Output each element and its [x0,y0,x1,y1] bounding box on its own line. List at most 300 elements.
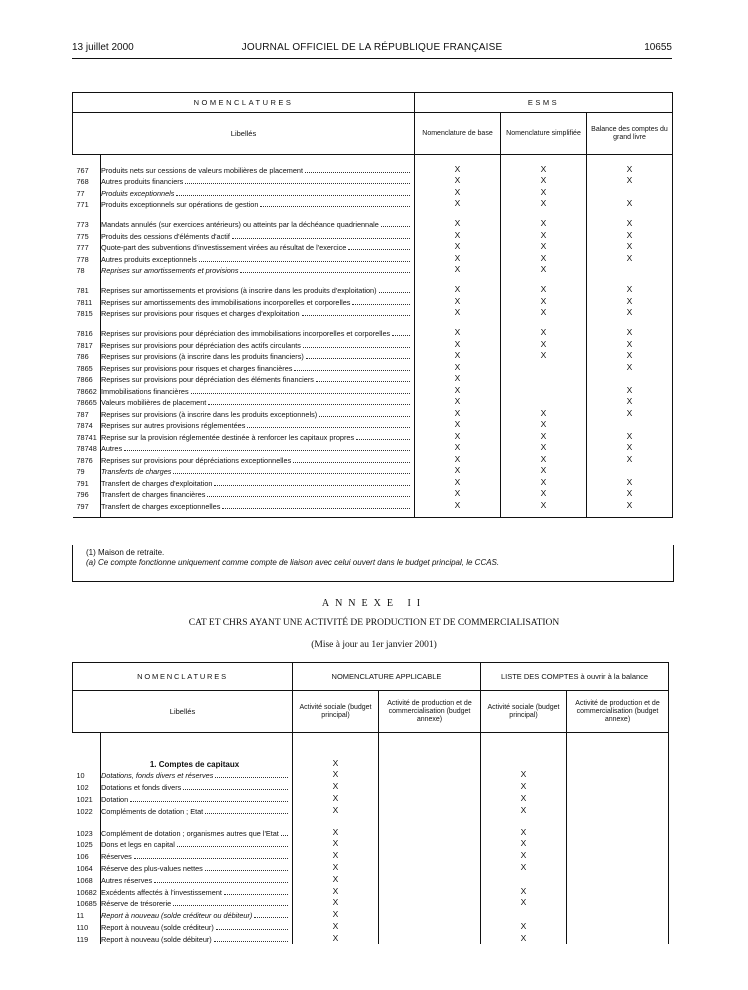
row-mark-c2 [379,849,481,861]
table-row [73,476,673,488]
row-label-text: Réserve des plus-values nettes [101,864,203,874]
row-label [101,442,415,454]
section-heading: 1. Comptes de capitaux [149,759,240,769]
row-label-text: Transfert de charges d'exploitation [101,478,213,488]
row-code: 110 [76,923,89,933]
table-header-nomenclatures: NOMENCLATURES [73,93,415,113]
row-mark-c1: X [293,804,379,816]
row-label [101,338,415,350]
row-mark-c2: X [501,453,587,465]
table-row [73,897,669,909]
row-mark-c3: X [587,295,673,307]
row-mark-c2: X [501,338,587,350]
table-row [73,465,673,477]
row-mark-c1: X [415,307,501,319]
row-code: 78665 [76,398,97,407]
table-row [73,885,669,897]
leader-dots [348,249,410,250]
row-code: 78741 [76,432,97,442]
row-mark-c2 [379,780,481,792]
table-row [73,229,673,241]
row-code: 119 [76,934,89,944]
row-mark-c1: X [415,229,501,241]
table2-column-libelles: Libellés [73,691,293,733]
row-code: 797 [76,501,89,511]
table-notes [72,548,682,568]
row-code: 1025 [76,840,93,850]
leader-dots [177,846,288,847]
row-mark-c1: X [293,908,379,920]
table-row [73,373,673,385]
row-label-text: Quote-part des subventions d'investissement virées au résultat de l'exercice [101,243,347,252]
table-row [73,295,673,307]
row-mark-c1: X [415,384,501,396]
row-mark-c1: X [415,318,501,338]
row-mark-c2: X [501,264,587,276]
column-header-nomenclature-simplifiee: Nomenclature simplifiée [501,113,587,155]
header-rule [72,58,672,59]
row-label [101,499,415,511]
page-header [72,42,672,56]
leader-dots [392,335,410,336]
row-label [101,838,293,850]
row-mark-c1: X [293,792,379,804]
row-code: 7866 [76,375,93,384]
row-code: 77 [76,188,85,198]
leader-dots [224,894,288,895]
leader-dots [281,835,288,836]
row-mark-c4 [567,780,669,792]
row-label-text: Transferts de charges [101,467,172,476]
row-code: 11 [76,911,85,921]
row-mark-c1: X [293,885,379,897]
column-header-libelles: Libellés [73,113,415,155]
row-mark-c1: X [293,920,379,932]
row-mark-c3: X [481,849,567,861]
row-code: 771 [76,200,89,209]
row-mark-c1: X [293,769,379,781]
row-mark-c2: X [501,252,587,264]
row-mark-c2: X [501,155,587,175]
row-mark-c1: X [293,816,379,838]
row-label [101,155,415,175]
annex-subtitle: (Mise à jour au 1er janvier 2001) [311,640,437,650]
leader-dots [222,508,410,509]
row-mark-c1: X [415,186,501,198]
row-mark-c3: X [481,804,567,816]
table-row [73,396,673,408]
row-code: 78662 [76,386,97,396]
row-code: 78 [76,266,85,275]
row-mark-c3 [587,264,673,276]
row-label-text: Reprises sur provisions pour dépréciation des éléments financiers [101,375,314,384]
row-mark-c4 [567,885,669,897]
leader-dots [302,315,410,316]
row-mark-c3: X [481,816,567,838]
leader-dots [305,172,410,173]
row-label-text: Reprises sur provisions (à inscrire dans les produits exceptionnels) [101,409,318,419]
row-label-text: Produits exceptionnels sur opérations de gestion [101,200,259,209]
row-label-text: Produits nets sur cessions de valeurs mobilières de placement [101,165,303,175]
row-mark-c4 [567,733,669,769]
row-label [101,229,415,241]
note-a: (a) Ce compte fonctionne uniquement comme compte de liaison avec celui ouvert dans le budget principal, le CCAS. [86,558,500,567]
row-label-text: Report à nouveau (solde créditeur ou débiteur) [101,911,253,921]
row-mark-c3 [587,465,673,477]
leader-dots [232,238,410,239]
leader-dots [214,941,288,942]
table2-column-activite-sociale: Activité sociale (budget principal) [293,691,379,733]
row-mark-c1: X [415,430,501,442]
leader-dots [316,381,410,382]
row-mark-c4 [567,897,669,909]
leader-dots [173,473,410,474]
row-mark-c3 [481,873,567,885]
leader-dots [208,404,410,405]
row-mark-c2: X [501,175,587,187]
table-row [73,873,669,885]
table-row [73,318,673,338]
row-mark-c2 [379,920,481,932]
row-mark-c3 [587,419,673,431]
row-label [101,350,415,362]
leader-dots [199,261,410,262]
row-label [101,849,293,861]
row-mark-c2 [379,816,481,838]
leader-dots [207,496,410,497]
table-row [73,932,669,944]
row-mark-c1: X [415,155,501,175]
table-row [73,838,669,850]
row-code: 777 [76,243,89,252]
row-mark-c2: X [501,209,587,229]
row-mark-c2: X [501,442,587,454]
row-label-text: Reprises sur provisions pour dépréciation des immobilisations incorporelles et corporelles [101,329,391,338]
table-row [73,338,673,350]
row-label-text: Produits exceptionnels [101,188,175,198]
row-mark-c4 [567,804,669,816]
table-row [73,792,669,804]
row-mark-c1: X [415,275,501,295]
leader-dots [294,370,410,371]
journal-title: JOURNAL OFFICIEL DE LA RÉPUBLIQUE FRANÇAISE [241,42,503,53]
row-label [101,307,415,319]
row-label-text: Report à nouveau (solde créditeur) [101,923,214,933]
row-label [101,209,415,229]
row-mark-c4 [567,816,669,838]
leader-dots [379,292,410,293]
row-label-text: Reprises sur provisions pour risques et charges financières [101,363,293,373]
row-label-text: Autres [101,444,123,453]
row-mark-c2 [379,873,481,885]
row-code: 7817 [76,340,93,350]
row-label [101,318,415,338]
table2-header-liste: LISTE DES COMPTES à ouvrir à la balance [481,663,669,691]
row-mark-c2 [379,885,481,897]
row-label-text: Réserves [101,852,132,862]
row-mark-c3: X [481,792,567,804]
row-mark-c3 [587,186,673,198]
row-mark-c1: X [415,453,501,465]
leader-dots [205,813,288,814]
row-mark-c2: X [501,295,587,307]
row-mark-c3 [587,373,673,385]
row-label [101,373,415,385]
row-code: 7816 [76,329,93,338]
row-mark-c3: X [587,175,673,187]
table2-column-activite-production: Activité de production et de commercialisation (budget annexe) [379,691,481,733]
row-label [101,488,415,500]
row-mark-c2: X [501,307,587,319]
table-bottom-border [73,517,673,518]
row-code: 775 [76,231,89,241]
row-mark-c3: X [587,198,673,210]
row-label-text: Mandats annulés (sur exercices antérieurs) ou atteints par la déchéance quadriennale [101,220,379,229]
row-mark-c2: X [501,465,587,477]
row-mark-c3: X [587,384,673,396]
row-label [101,453,415,465]
row-mark-c2 [379,897,481,909]
row-label-text: Complément de dotation ; organismes autres que l'Etat [101,828,279,838]
row-code: 7865 [76,363,93,373]
leader-dots [176,195,410,196]
row-mark-c1: X [293,780,379,792]
table-row [73,209,673,229]
row-label [101,804,293,816]
row-mark-c1: X [293,849,379,861]
row-label [101,861,293,873]
column-header-nomenclature-base: Nomenclature de base [415,113,501,155]
row-mark-c1: X [415,252,501,264]
row-code: 1021 [76,794,93,804]
row-code: 796 [76,490,89,499]
row-mark-c4 [567,838,669,850]
row-mark-c1: X [415,419,501,431]
row-code: 1022 [76,806,93,816]
row-code: 10682 [76,887,97,897]
row-code: 787 [76,409,89,419]
row-label-text: Valeurs mobilières de placement [101,398,207,407]
row-label [101,873,293,885]
row-mark-c1: X [293,897,379,909]
row-label [101,396,415,408]
row-mark-c2 [379,908,481,920]
row-mark-c2: X [501,350,587,362]
row-code: 791 [76,478,89,488]
table-row [73,241,673,253]
row-mark-c2 [501,373,587,385]
column-header-balance: Balance des comptes du grand livre [587,113,673,155]
row-mark-c3: X [481,861,567,873]
row-mark-c3: X [587,350,673,362]
row-label-text: Autres produits financiers [101,177,184,186]
row-label-text: Dons et legs en capital [101,840,175,850]
table2-column-liste-production: Activité de production et de commercialisation (budget annexe) [567,691,669,733]
table-row [73,816,669,838]
table-row [73,442,673,454]
row-mark-c2: X [501,499,587,511]
row-label-text: Dotations et fonds divers [101,783,182,793]
leader-dots [124,450,410,451]
row-label-text: Excédents affectés à l'investissement [101,887,222,897]
row-mark-c2: X [501,229,587,241]
row-code [73,733,101,769]
row-label [101,264,415,276]
row-label [101,361,415,373]
row-label [101,908,293,920]
table2-column-liste-sociale: Activité sociale (budget principal) [481,691,567,733]
leader-dots [240,272,410,273]
row-mark-c3: X [587,488,673,500]
table-row [73,307,673,319]
bottom-border-cell [73,517,673,518]
row-mark-c3: X [587,275,673,295]
table-row [73,419,673,431]
table-row [73,264,673,276]
row-mark-c4 [567,920,669,932]
row-label [101,932,293,944]
row-mark-c3: X [481,920,567,932]
row-label-text: Reprises sur provisions pour dépréciations exceptionnelles [101,455,292,465]
table-row [73,407,673,419]
row-mark-c2 [379,838,481,850]
leader-dots [303,347,410,348]
row-label [101,465,415,477]
row-mark-c2: X [501,407,587,419]
row-mark-c3: X [587,361,673,373]
row-mark-c3 [481,908,567,920]
row-code: 10685 [76,899,97,909]
table-cat-chrs [72,662,669,944]
row-code: 78748 [76,444,97,453]
row-label-text: Reprises sur amortissements des immobilisations incorporelles et corporelles [101,297,351,307]
table-row [73,361,673,373]
row-mark-c3: X [587,430,673,442]
row-label [101,384,415,396]
table-row [73,804,669,816]
leader-dots [205,870,288,871]
leader-dots [319,416,410,417]
table-row [73,198,673,210]
row-code: 773 [76,220,89,229]
row-mark-c2: X [501,419,587,431]
row-code: 106 [76,852,89,862]
table-row [73,155,673,175]
row-mark-c3: X [587,252,673,264]
row-mark-c1: X [293,932,379,944]
row-label [101,407,415,419]
row-label [101,920,293,932]
row-label-text: Reprises sur provisions pour risques et charges d'exploitation [101,309,300,318]
row-mark-c2 [379,792,481,804]
row-mark-c1: X [415,442,501,454]
row-mark-c3: X [587,499,673,511]
leader-dots [154,882,288,883]
table-row [73,252,673,264]
row-mark-c1: X [415,396,501,408]
row-label-text: Reprise sur la provision réglementée destinée à renforcer les capitaux propres [101,432,355,442]
row-label [101,816,293,838]
leader-dots [293,462,410,463]
row-mark-c1: X [415,465,501,477]
row-mark-c3: X [587,338,673,350]
row-code: 778 [76,254,89,264]
row-label [101,897,293,909]
table-row [73,430,673,442]
table-row [73,488,673,500]
row-mark-c3: X [587,453,673,465]
row-mark-c1: X [415,361,501,373]
row-mark-c3: X [481,769,567,781]
row-label [101,430,415,442]
leader-dots [215,777,288,778]
table-row [73,350,673,362]
row-mark-c2: X [501,430,587,442]
row-mark-c2 [379,861,481,873]
annex-heading: ANNEXE II [321,598,427,609]
leader-dots [381,226,410,227]
row-label-text: Transfert de charges exceptionnelles [101,501,221,511]
row-mark-c2 [501,361,587,373]
row-mark-c3: X [481,932,567,944]
row-mark-c4 [567,861,669,873]
row-mark-c1: X [415,338,501,350]
row-mark-c2: X [501,241,587,253]
row-mark-c1: X [415,350,501,362]
row-mark-c3: X [481,838,567,850]
row-mark-c3: X [587,318,673,338]
row-mark-c1: X [415,198,501,210]
table-row [73,769,669,781]
row-mark-c1: X [415,476,501,488]
row-mark-c2 [379,804,481,816]
row-mark-c3: X [587,209,673,229]
row-label-text: Compléments de dotation ; Etat [101,806,204,816]
table-row [73,175,673,187]
row-mark-c1: X [415,488,501,500]
row-mark-c2: X [501,488,587,500]
page-date: 13 juillet 2000 [72,42,134,53]
row-mark-c3 [481,733,567,769]
row-label [101,295,415,307]
row-label-text: Reprises sur autres provisions réglementées [101,421,246,430]
row-code: 79 [76,467,85,476]
row-mark-c2 [501,396,587,408]
row-label-text: Report à nouveau (solde débiteur) [101,934,212,944]
leader-dots [214,485,410,486]
row-label-text: Immobilisations financières [101,386,189,396]
table-row [73,849,669,861]
leader-dots [247,427,410,428]
row-mark-c4 [567,908,669,920]
leader-dots [185,183,410,184]
table-header-esms: ESMS [415,93,673,113]
row-mark-c3: X [587,307,673,319]
table-row [73,861,669,873]
table-row [73,908,669,920]
row-mark-c1: X [415,407,501,419]
row-label [101,885,293,897]
row-label-text: Reprises sur amortissements et provisions (à inscrire dans les produits d'exploitation) [101,286,377,295]
table-row [73,453,673,465]
row-mark-c3: X [587,476,673,488]
row-label [101,476,415,488]
row-mark-c1: X [415,295,501,307]
row-mark-c1: X [293,733,379,769]
row-mark-c1: X [415,175,501,187]
row-label [101,198,415,210]
leader-dots [173,905,288,906]
